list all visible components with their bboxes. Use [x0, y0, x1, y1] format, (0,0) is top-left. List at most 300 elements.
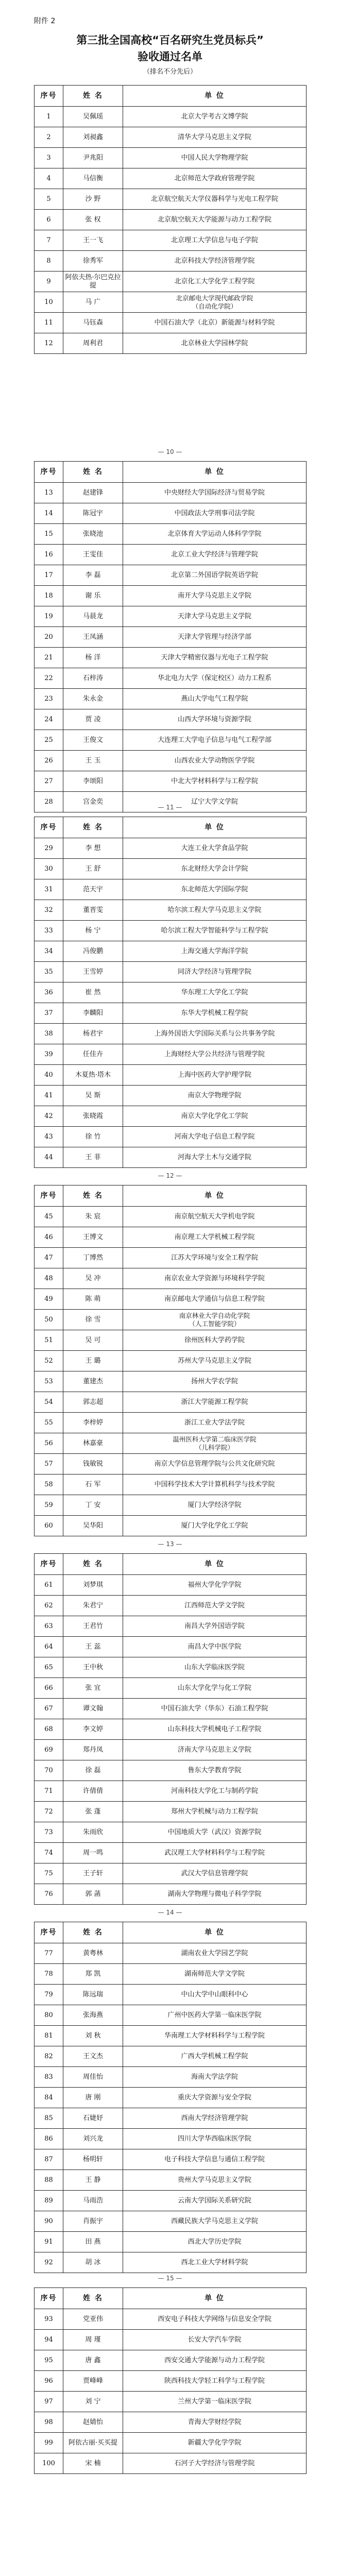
serial-number-cell: 10: [35, 292, 63, 313]
table-row: [35, 1351, 307, 1371]
name-cell: 赵建锋: [63, 483, 123, 503]
name-cell: 朱永金: [63, 689, 123, 709]
unit-cell: 济南大学马克思主义学院: [123, 1740, 307, 1760]
unit-cell: 山西大学环境与资源学院: [123, 709, 307, 730]
serial-number-cell: 88: [35, 2170, 63, 2191]
name-cell: 阿依夫热·尔巴克拉提: [63, 272, 123, 292]
table-row: [35, 1330, 307, 1351]
name-list-block: [34, 1185, 306, 1536]
name-cell: 王中秋: [63, 1657, 123, 1678]
unit-cell: 中国政法大学刑事司法学院: [123, 503, 307, 524]
name-cell: 李颂阳: [63, 771, 123, 792]
table-row: [35, 2453, 307, 2474]
table-row: [35, 1495, 307, 1516]
header-name: 姓 名: [63, 86, 123, 107]
unit-cell: 中国石油大学（北京）新能源与材料学院: [123, 313, 307, 333]
serial-number-cell: 97: [35, 2392, 63, 2412]
table-row: [35, 292, 307, 313]
unit-cell: 东北师范大学国际学院: [123, 879, 307, 900]
unit-cell: 重庆大学资源与安全学院: [123, 2088, 307, 2108]
header-unit: 单 位: [123, 1922, 307, 1943]
name-cell: 钱敏锐: [63, 1454, 123, 1475]
name-cell: 马钰森: [63, 313, 123, 333]
header-serial-number: 序号: [35, 462, 63, 483]
unit-cell: 兰州大学第一临床医学院: [123, 2392, 307, 2412]
serial-number-cell: 41: [35, 1086, 63, 1106]
serial-number-cell: 18: [35, 586, 63, 606]
serial-number-cell: 74: [35, 1843, 63, 1863]
serial-number-cell: 50: [35, 1310, 63, 1330]
name-cell: 马 广: [63, 292, 123, 313]
serial-number-cell: 29: [35, 838, 63, 859]
name-cell: 郭 菡: [63, 1884, 123, 1905]
table-row: [35, 606, 307, 627]
table-row: [35, 272, 307, 292]
serial-number-cell: 95: [35, 2350, 63, 2371]
table-row: [35, 1268, 307, 1289]
name-cell: 石梓涛: [63, 668, 123, 689]
name-cell: 谭文翰: [63, 1699, 123, 1719]
unit-cell: 南京大学化学化工学院: [123, 1106, 307, 1127]
serial-number-cell: 38: [35, 1024, 63, 1044]
table-row: [35, 168, 307, 189]
serial-number-cell: 12: [35, 333, 63, 354]
table-row: [35, 483, 307, 503]
header-name: 姓 名: [63, 1554, 123, 1575]
serial-number-cell: 63: [35, 1616, 63, 1637]
name-cell: 周 瑾: [63, 2330, 123, 2350]
table-row: [35, 1392, 307, 1413]
name-cell: 李麟阳: [63, 1003, 123, 1024]
name-cell: 黄粤林: [63, 1943, 123, 1964]
serial-number-cell: 6: [35, 210, 63, 230]
unit-cell: 鲁东大学教育学院: [123, 1760, 307, 1781]
serial-number-cell: 66: [35, 1678, 63, 1699]
unit-cell: 西藏民族大学马克思主义学院: [123, 2211, 307, 2232]
serial-number-cell: 34: [35, 941, 63, 962]
name-cell: 王 舒: [63, 859, 123, 879]
name-cell: 刘 宁: [63, 2392, 123, 2412]
serial-number-cell: 85: [35, 2108, 63, 2129]
name-cell: 田 燕: [63, 2232, 123, 2252]
table-row: [35, 1044, 307, 1065]
table-row: [35, 189, 307, 210]
unit-cell: 新疆大学化学学院: [123, 2433, 307, 2453]
unit-cell: 南京林业大学自动化学院 （人工智能学院）: [123, 1310, 307, 1330]
serial-number-cell: 36: [35, 982, 63, 1003]
table-row: [35, 2433, 307, 2453]
table-row: [35, 1575, 307, 1596]
name-list-table: [34, 1553, 307, 1905]
unit-cell: 北京第二外国语学院英语学院: [123, 565, 307, 586]
name-cell: 张 蓬: [63, 1802, 123, 1822]
table-row: [35, 1760, 307, 1781]
serial-number-cell: 25: [35, 730, 63, 751]
header-name: 姓 名: [63, 462, 123, 483]
table-row: [35, 1657, 307, 1678]
table-row: [35, 2005, 307, 2026]
unit-cell: 北京化工大学化学工程学院: [123, 272, 307, 292]
header-name: 姓 名: [63, 817, 123, 838]
table-row: [35, 251, 307, 272]
name-cell: 张晓霞: [63, 1106, 123, 1127]
unit-cell: 上海外国语大学国际关系与公共事务学院: [123, 1024, 307, 1044]
unit-cell: 大连工业大学食品学院: [123, 838, 307, 859]
unit-cell: 南京农业大学资源与环境科学学院: [123, 1268, 307, 1289]
serial-number-cell: 7: [35, 230, 63, 251]
name-cell: 冯俊鹏: [63, 941, 123, 962]
table-row: [35, 2371, 307, 2392]
unit-cell: 西南大学经济管理学院: [123, 2108, 307, 2129]
table-header-row: [35, 2288, 307, 2309]
table-row: [35, 2129, 307, 2149]
table-row: [35, 1843, 307, 1863]
unit-cell: 上海财经大学公共经济与管理学院: [123, 1044, 307, 1065]
name-cell: 周一鸣: [63, 1843, 123, 1863]
name-cell: 王雯佳: [63, 545, 123, 565]
name-cell: 李 想: [63, 838, 123, 859]
name-cell: 杨 宁: [63, 921, 123, 941]
table-row: [35, 2232, 307, 2252]
unit-cell: 南京大学物理学院: [123, 1086, 307, 1106]
name-cell: 杨 洋: [63, 648, 123, 668]
name-cell: 贾峰峰: [63, 2371, 123, 2392]
table-row: [35, 2067, 307, 2088]
table-row: [35, 107, 307, 127]
name-list-block: [34, 461, 306, 812]
serial-number-cell: 61: [35, 1575, 63, 1596]
serial-number-cell: 39: [35, 1044, 63, 1065]
name-cell: 谢 乐: [63, 586, 123, 606]
serial-number-cell: 11: [35, 313, 63, 333]
name-cell: 唐 刚: [63, 2088, 123, 2108]
unit-cell: 浙江工业大学法学院: [123, 1413, 307, 1433]
serial-number-cell: 90: [35, 2211, 63, 2232]
header-unit: 单 位: [123, 817, 307, 838]
unit-cell: 徐州医科大学药学院: [123, 1330, 307, 1351]
name-cell: 张 宜: [63, 1678, 123, 1699]
serial-number-cell: 16: [35, 545, 63, 565]
document-title: 第三批全国高校“百名研究生党员标兵”: [76, 34, 264, 46]
serial-number-cell: 43: [35, 1127, 63, 1147]
unit-cell: 北京师范大学政府管理学院: [123, 168, 307, 189]
serial-number-cell: 84: [35, 2088, 63, 2108]
table-row: [35, 1413, 307, 1433]
serial-number-cell: 69: [35, 1740, 63, 1760]
name-cell: 王子轩: [63, 1863, 123, 1884]
name-cell: 王 静: [63, 2170, 123, 2191]
name-cell: 董建杰: [63, 1371, 123, 1392]
unit-cell: 中央财经大学国际经济与贸易学院: [123, 483, 307, 503]
serial-number-cell: 73: [35, 1822, 63, 1843]
serial-number-cell: 42: [35, 1106, 63, 1127]
table-row: [35, 503, 307, 524]
unit-cell: 西安交通大学能源与动力工程学院: [123, 2350, 307, 2371]
name-cell: 丁 安: [63, 1495, 123, 1516]
table-row: [35, 1207, 307, 1227]
unit-cell: 湖南师范大学文学院: [123, 1964, 307, 1985]
name-cell: 肖振宇: [63, 2211, 123, 2232]
unit-cell: 山东大学化学与化工学院: [123, 1678, 307, 1699]
table-row: [35, 2149, 307, 2170]
unit-cell: 温州医科大学第二临床医学院 （儿科学院）: [123, 1433, 307, 1454]
name-cell: 马雨浩: [63, 2191, 123, 2211]
table-row: [35, 1740, 307, 1760]
table-row: [35, 1884, 307, 1905]
table-row: [35, 1289, 307, 1310]
unit-cell: 北京大学考古文博学院: [123, 107, 307, 127]
unit-cell: 南昌大学中医学院: [123, 1637, 307, 1657]
name-cell: 郑丹凤: [63, 1740, 123, 1760]
name-cell: 石婕妤: [63, 2108, 123, 2129]
page-number-marker: — 10 —: [158, 448, 182, 455]
table-row: [35, 148, 307, 168]
name-cell: 吴 冲: [63, 1268, 123, 1289]
name-cell: 王凤涵: [63, 627, 123, 648]
serial-number-cell: 51: [35, 1330, 63, 1351]
serial-number-cell: 8: [35, 251, 63, 272]
name-cell: 吴华阳: [63, 1516, 123, 1536]
unit-cell: 南京大学信息管理学院与公共文化研究院: [123, 1454, 307, 1475]
unit-cell: 燕山大学电气工程学院: [123, 689, 307, 709]
unit-cell: 上海中医药大学护理学院: [123, 1065, 307, 1086]
unit-cell: 广州中医药大学第一临床医学院: [123, 2005, 307, 2026]
serial-number-cell: 26: [35, 751, 63, 771]
header-serial-number: 序号: [35, 1922, 63, 1943]
table-row: [35, 2412, 307, 2433]
table-row: [35, 709, 307, 730]
serial-number-cell: 4: [35, 168, 63, 189]
name-cell: 王 玉: [63, 751, 123, 771]
table-row: [35, 962, 307, 982]
name-cell: 王雪婷: [63, 962, 123, 982]
unit-cell: 武汉理工大学材料科学与工程学院: [123, 1843, 307, 1863]
table-row: [35, 2046, 307, 2067]
table-header-row: [35, 86, 307, 107]
table-row: [35, 921, 307, 941]
header-unit: 单 位: [123, 1554, 307, 1575]
table-row: [35, 751, 307, 771]
serial-number-cell: 19: [35, 606, 63, 627]
name-list-block: [34, 2287, 306, 2474]
serial-number-cell: 24: [35, 709, 63, 730]
ordering-note: （排名不分先后）: [143, 68, 197, 76]
name-cell: 朱 宸: [63, 1207, 123, 1227]
name-cell: 张海燕: [63, 2005, 123, 2026]
name-cell: 刘昶鑫: [63, 127, 123, 148]
name-cell: 范天宇: [63, 879, 123, 900]
unit-cell: 东华大学机械工程学院: [123, 1003, 307, 1024]
unit-cell: 南昌大学外国语学院: [123, 1616, 307, 1637]
table-row: [35, 1371, 307, 1392]
header-unit: 单 位: [123, 1185, 307, 1207]
unit-cell: 北京邮电大学现代邮政学院 （自动化学院）: [123, 292, 307, 313]
table-row: [35, 545, 307, 565]
serial-number-cell: 13: [35, 483, 63, 503]
serial-number-cell: 45: [35, 1207, 63, 1227]
unit-cell: 华北电力大学（保定校区）动力工程系: [123, 668, 307, 689]
serial-number-cell: 78: [35, 1964, 63, 1985]
name-cell: 尹兆阳: [63, 148, 123, 168]
header-serial-number: 序号: [35, 2288, 63, 2309]
table-row: [35, 1065, 307, 1086]
unit-cell: 青海大学财经学院: [123, 2412, 307, 2433]
serial-number-cell: 56: [35, 1433, 63, 1454]
table-row: [35, 1227, 307, 1248]
table-row: [35, 1516, 307, 1536]
name-cell: 徐 磊: [63, 1760, 123, 1781]
unit-cell: 东北财经大学会计学院: [123, 859, 307, 879]
table-row: [35, 1699, 307, 1719]
serial-number-cell: 77: [35, 1943, 63, 1964]
name-cell: 王文杰: [63, 2046, 123, 2067]
table-row: [35, 838, 307, 859]
table-row: [35, 1678, 307, 1699]
table-row: [35, 1964, 307, 1985]
table-row: [35, 627, 307, 648]
table-row: [35, 2252, 307, 2273]
unit-cell: 中山大学中山眼科中心: [123, 1985, 307, 2005]
table-row: [35, 1248, 307, 1268]
header-name: 姓 名: [63, 1922, 123, 1943]
unit-cell: 江苏大学环境与安全工程学院: [123, 1248, 307, 1268]
serial-number-cell: 27: [35, 771, 63, 792]
table-row: [35, 648, 307, 668]
name-list-table: [34, 2287, 307, 2474]
serial-number-cell: 55: [35, 1413, 63, 1433]
unit-cell: 南京邮电大学通信与信息工程学院: [123, 1289, 307, 1310]
table-row: [35, 586, 307, 606]
unit-cell: 贵州大学马克思主义学院: [123, 2170, 307, 2191]
unit-cell: 石河子大学经济与管理学院: [123, 2453, 307, 2474]
name-cell: 王 菲: [63, 1147, 123, 1168]
unit-cell: 西北工业大学材料学院: [123, 2252, 307, 2273]
table-row: [35, 941, 307, 962]
unit-cell: 辽宁大学文学院: [123, 792, 307, 812]
table-row: [35, 900, 307, 921]
unit-cell: 北京航空航天大学仪器科学与光电工程学院: [123, 189, 307, 210]
name-cell: 朱雨欣: [63, 1822, 123, 1843]
serial-number-cell: 86: [35, 2129, 63, 2149]
unit-cell: 大连理工大学电子信息与电气工程学部: [123, 730, 307, 751]
name-cell: 马信衡: [63, 168, 123, 189]
table-row: [35, 1719, 307, 1740]
name-cell: 沙 野: [63, 189, 123, 210]
table-row: [35, 1596, 307, 1616]
name-cell: 陈冠宇: [63, 503, 123, 524]
name-cell: 徐 雪: [63, 1310, 123, 1330]
name-cell: 周利君: [63, 333, 123, 354]
name-cell: 林嘉豪: [63, 1433, 123, 1454]
name-cell: 木夏热·塔木: [63, 1065, 123, 1086]
name-cell: 吴 可: [63, 1330, 123, 1351]
name-cell: 周佳怡: [63, 2067, 123, 2088]
unit-cell: 华东理工大学化工学院: [123, 982, 307, 1003]
header-unit: 单 位: [123, 86, 307, 107]
name-list-block: [34, 817, 306, 1168]
unit-cell: 山东大学临床医学院: [123, 1657, 307, 1678]
table-row: [35, 1985, 307, 2005]
table-row: [35, 1822, 307, 1843]
name-cell: 陈 萌: [63, 1289, 123, 1310]
table-row: [35, 1086, 307, 1106]
table-row: [35, 1781, 307, 1802]
unit-cell: 天津大学马克思主义学院: [123, 606, 307, 627]
serial-number-cell: 62: [35, 1596, 63, 1616]
name-cell: 董晋雯: [63, 900, 123, 921]
unit-cell: 南开大学马克思主义学院: [123, 586, 307, 606]
table-row: [35, 730, 307, 751]
table-row: [35, 2211, 307, 2232]
serial-number-cell: 40: [35, 1065, 63, 1086]
serial-number-cell: 57: [35, 1454, 63, 1475]
name-cell: 张 权: [63, 210, 123, 230]
name-cell: 石 军: [63, 1475, 123, 1495]
name-list-table: [34, 817, 307, 1168]
serial-number-cell: 60: [35, 1516, 63, 1536]
unit-cell: 福州大学化学学院: [123, 1575, 307, 1596]
serial-number-cell: 100: [35, 2453, 63, 2474]
name-list-table: [34, 461, 307, 812]
table-row: [35, 333, 307, 354]
table-row: [35, 1863, 307, 1884]
serial-number-cell: 80: [35, 2005, 63, 2026]
table-header-row: [35, 1185, 307, 1207]
serial-number-cell: 72: [35, 1802, 63, 1822]
serial-number-cell: 35: [35, 962, 63, 982]
name-cell: 王君竹: [63, 1616, 123, 1637]
table-row: [35, 1616, 307, 1637]
unit-cell: 中北大学材料科学与工程学院: [123, 771, 307, 792]
header-name: 姓 名: [63, 2288, 123, 2309]
serial-number-cell: 65: [35, 1657, 63, 1678]
serial-number-cell: 70: [35, 1760, 63, 1781]
unit-cell: 郑州大学机械与动力工程学院: [123, 1802, 307, 1822]
unit-cell: 北京航空航天大学能源与动力工程学院: [123, 210, 307, 230]
name-cell: 陈远瑞: [63, 1985, 123, 2005]
serial-number-cell: 33: [35, 921, 63, 941]
unit-cell: 中国人民大学物理学院: [123, 148, 307, 168]
table-row: [35, 230, 307, 251]
name-list-block: [34, 1553, 306, 1905]
name-cell: 党亚伟: [63, 2309, 123, 2330]
table-row: [35, 2191, 307, 2211]
name-cell: 杨君宇: [63, 1024, 123, 1044]
table-row: [35, 1454, 307, 1475]
unit-cell: 海南大学法学院: [123, 2067, 307, 2088]
header-serial-number: 序号: [35, 1185, 63, 1207]
table-row: [35, 210, 307, 230]
unit-cell: 天津大学管理与经济学部: [123, 627, 307, 648]
name-cell: 丁博然: [63, 1248, 123, 1268]
unit-cell: 电子科技大学信息与通信工程学院: [123, 2149, 307, 2170]
name-cell: 李文婷: [63, 1719, 123, 1740]
table-row: [35, 2330, 307, 2350]
serial-number-cell: 44: [35, 1147, 63, 1168]
table-row: [35, 2088, 307, 2108]
serial-number-cell: 81: [35, 2026, 63, 2046]
name-cell: 刘梦琪: [63, 1575, 123, 1596]
name-list-table: [34, 1922, 307, 2273]
serial-number-cell: 17: [35, 565, 63, 586]
unit-cell: 北京工业大学经济与管理学院: [123, 545, 307, 565]
serial-number-cell: 67: [35, 1699, 63, 1719]
table-row: [35, 1127, 307, 1147]
table-row: [35, 2350, 307, 2371]
serial-number-cell: 28: [35, 792, 63, 812]
table-row: [35, 2309, 307, 2330]
unit-cell: 湖南大学物理与微电子科学学院: [123, 1884, 307, 1905]
